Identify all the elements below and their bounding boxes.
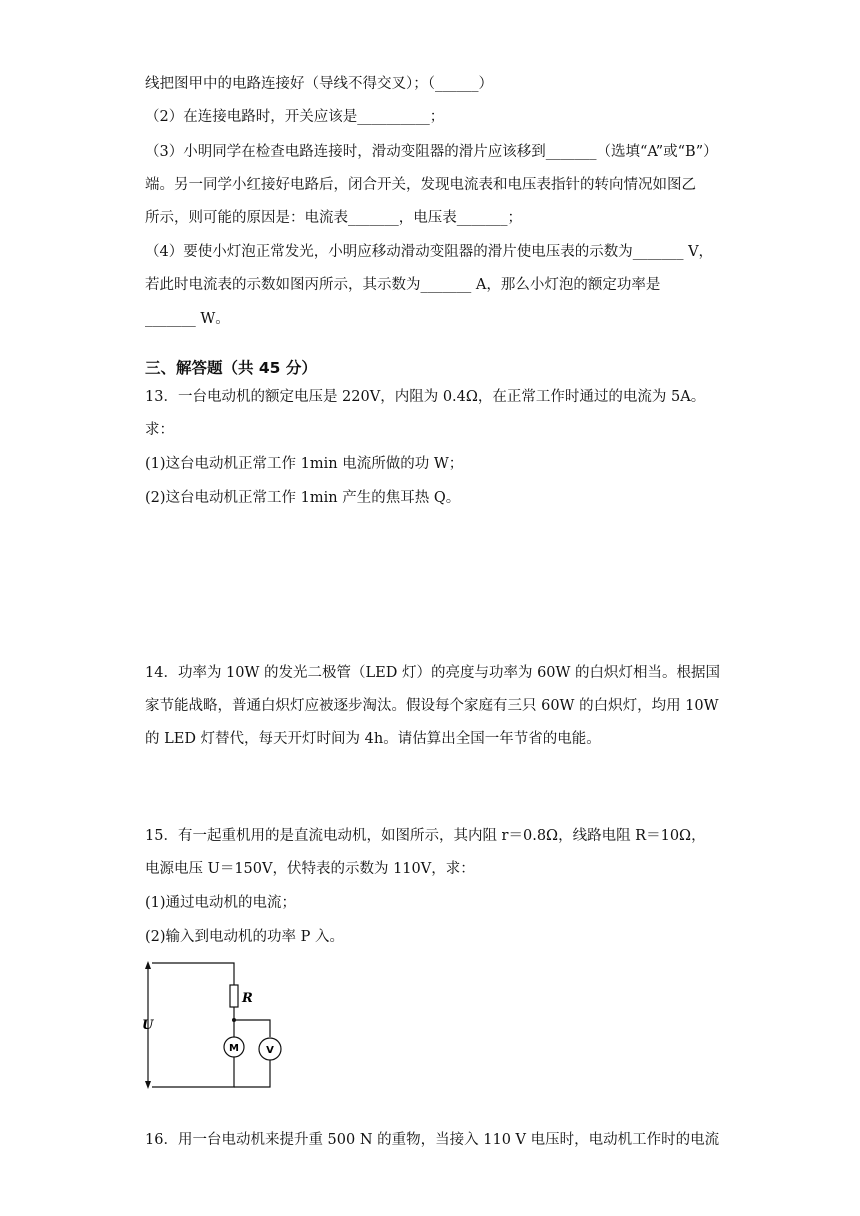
label-u: U <box>142 1018 154 1033</box>
label-v: V <box>266 1045 274 1056</box>
arrow-down-icon <box>145 1081 151 1089</box>
q12-part4-line1: （4）要使小灯泡正常发光，小明应移动滑动变阻器的滑片使电压表的示数为_______ V， <box>145 244 714 260</box>
q14-line1: 14．功率为 10W 的发光二极管（LED 灯）的亮度与功率为 60W 的白炽灯相当。根据国 <box>145 665 721 681</box>
section-heading: 三、解答题（共 45 分） <box>145 359 317 377</box>
q12-part2: （2）在连接电路时，开关应该是__________； <box>145 109 445 125</box>
label-m: M <box>229 1043 239 1054</box>
q15-part1: (1)通过电动机的电流； <box>145 895 297 911</box>
q15-part2: (2)输入到电动机的功率 P 入。 <box>145 929 345 945</box>
q13-line2: 求： <box>145 422 174 438</box>
q15-line2: 电源电压 U＝150V，伏特表的示数为 110V，求： <box>145 861 475 877</box>
q12-part3-line1: （3）小明同学在检查电路连接时，滑动变阻器的滑片应该移到_______（选填“A”或“B”） <box>145 144 718 160</box>
q12-part3-line3: 所示，则可能的原因是：电流表_______，电压表_______； <box>145 210 522 226</box>
q12-part4-line2: 若此时电流表的示数如图丙所示，其示数为_______ A，那么小灯泡的额定功率是 <box>145 277 661 293</box>
q12-part3-line2: 端。另一同学小红接好电路后，闭合开关，发现电流表和电压表指针的转向情况如图乙 <box>145 177 696 193</box>
circuit-diagram <box>138 955 308 1095</box>
junction-dot <box>232 1018 236 1022</box>
q12-part4-line3: _______ W。 <box>145 311 230 327</box>
resistor-r <box>230 985 238 1007</box>
q13-line1: 13．一台电动机的额定电压是 220V，内阻为 0.4Ω，在正常工作时通过的电流为 5A。 <box>145 389 706 405</box>
q13-part2: (2)这台电动机正常工作 1min 产生的焦耳热 Q。 <box>145 490 461 506</box>
q13-part1: (1)这台电动机正常工作 1min 电流所做的功 W； <box>145 456 464 472</box>
q15-line1: 15．有一起重机用的是直流电动机，如图所示，其内阻 r＝0.8Ω，线路电阻 R＝10Ω， <box>145 828 706 844</box>
q14-line2: 家节能战略，普通白炽灯应被逐步淘汰。假设每个家庭有三只 60W 的白炽灯，均用 10W <box>145 698 719 714</box>
q14-line3: 的 LED 灯替代，每天开灯时间为 4h。请估算出全国一年节省的电能。 <box>145 731 601 747</box>
q16-line1: 16．用一台电动机来提升重 500 N 的重物，当接入 110 V 电压时，电动机工作时的电流 <box>145 1132 720 1148</box>
arrow-up-icon <box>145 961 151 969</box>
label-r: R <box>242 991 253 1006</box>
q12-text-line-1: 线把图甲中的电路连接好（导线不得交叉）；（______） <box>145 76 493 92</box>
